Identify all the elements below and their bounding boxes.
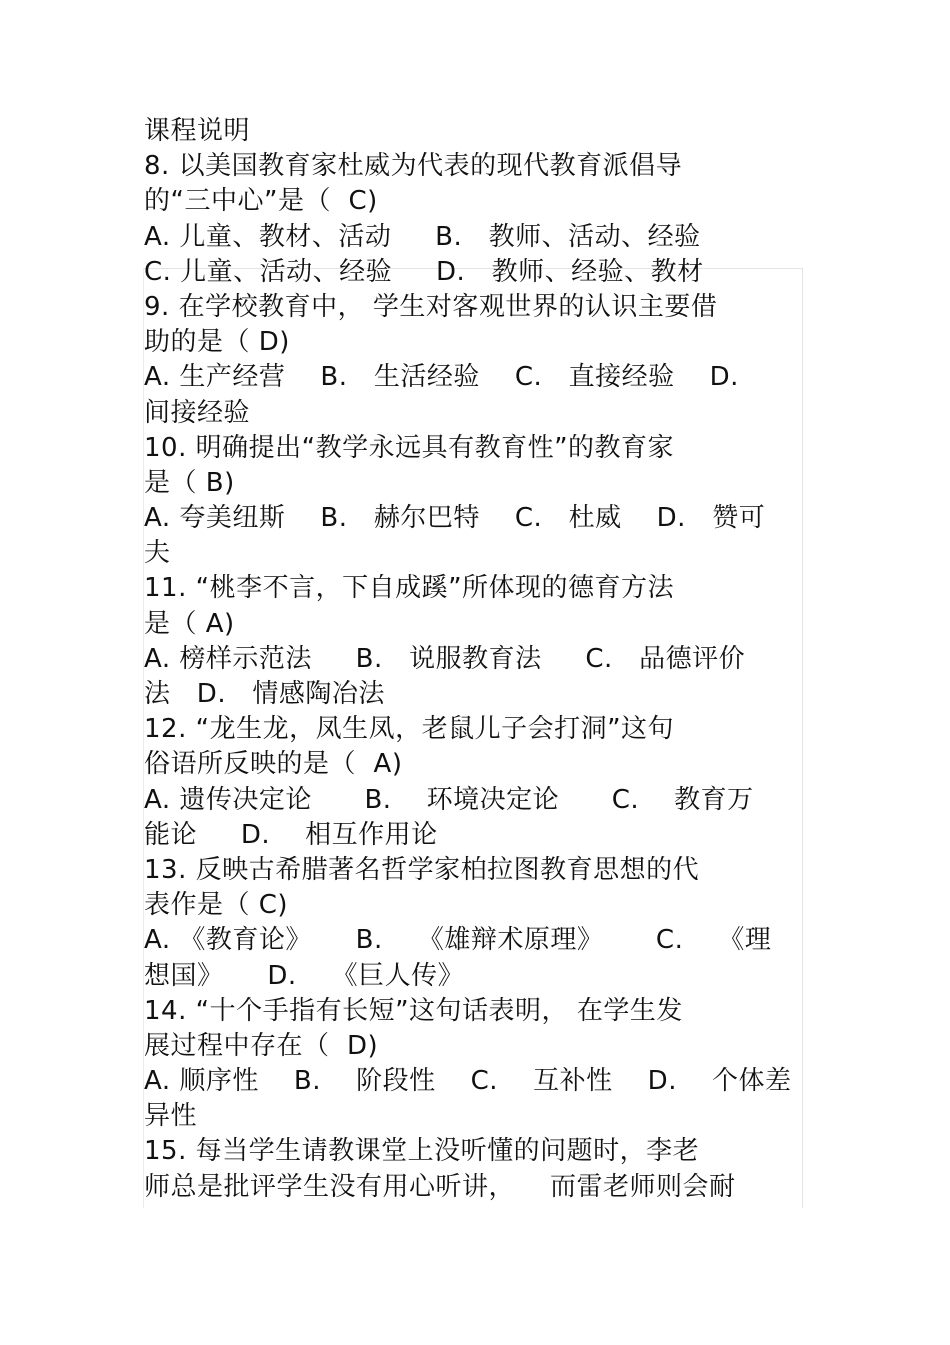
text-line: 9. 在学校教育中， 学生对客观世界的认识主要借 [144,291,718,322]
text-line: 14. “十个手指有长短”这句话表明， 在学生发 [144,995,683,1026]
text-line: 10. 明确提出“教学永远具有教育性”的教育家 [144,432,675,463]
text-line: A. 生产经营 B. 生活经验 C. 直接经验 D. [144,362,739,393]
text-line: 师总是批评学生没有用心听讲， 而雷老师则会耐 [144,1171,736,1202]
text-line: 展过程中存在（ D) [144,1030,379,1061]
text-line: 的“三中心”是（ C) [144,186,378,217]
text-line: A. 夸美纽斯 B. 赫尔巴特 C. 杜威 D. 赞可 [144,503,766,534]
text-line: A. 遗传决定论 B. 环境决定论 C. 教育万 [144,784,754,815]
text-line: 12. “龙生龙，凤生凤，老鼠儿子会打洞”这句 [144,714,675,745]
text-line: A. 顺序性 B. 阶段性 C. 互补性 D. 个体差 [144,1066,792,1097]
text-line: 15. 每当学生请教课堂上没听懂的问题时，李老 [144,1136,700,1167]
text-line: A. 《教育论》 B. 《雄辩术原理》 C. 《理 [144,925,772,956]
text-line: 是（ B) [144,467,235,498]
text-line: 想国》 D. 《巨人传》 [144,960,465,991]
text-line: 8. 以美国教育家杜威为代表的现代教育派倡导 [144,151,683,182]
text-line: 11. “桃李不言，下自成蹊”所体现的德育方法 [144,573,675,604]
document-body [144,114,804,1205]
text-line: 是（ A) [144,608,235,639]
text-line: 夫 [144,538,171,569]
text-line: 法 D. 情感陶冶法 [144,679,385,709]
text-line: A. 榜样示范法 B. 说服教育法 C. 品德评价 [144,643,746,674]
text-line: 能论 D. 相互作用论 [144,819,438,850]
text-line: A. 儿童、教材、活动 B. 教师、活动、经验 [144,221,701,252]
text-line: 13. 反映古希腊著名哲学家柏拉图教育思想的代 [144,854,700,885]
text-line: 异性 [144,1101,198,1132]
text-line: 俗语所反映的是（ A) [144,749,403,780]
text-line: 表作是（ C) [144,890,289,921]
text-line: C. 儿童、活动、经验 D. 教师、经验、教材 [144,256,704,287]
text-line: 间接经验 [144,397,251,428]
text-line: 助的是（ D) [144,327,290,358]
document-title: 课程说明 [144,116,251,146]
